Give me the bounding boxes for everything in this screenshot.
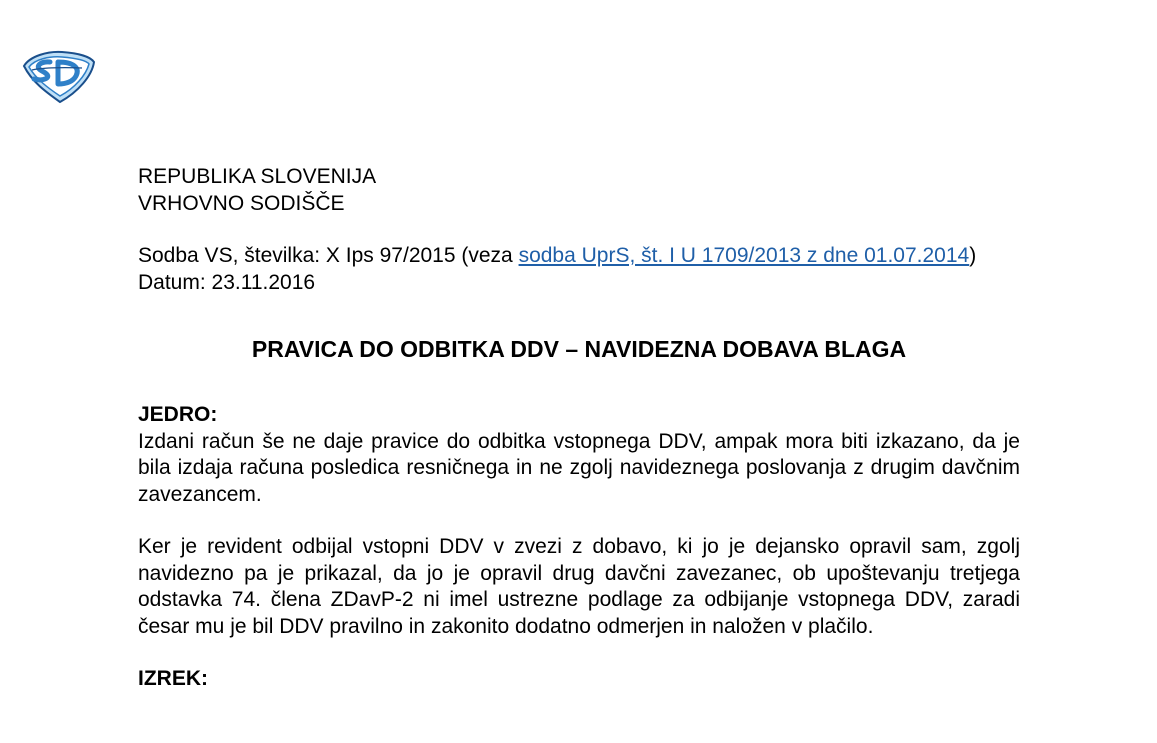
jedro-paragraph-1: Izdani račun še ne daje pravice do odbitka vstopnega DDV, ampak mora biti izkazano, da je bila izdaja računa posledica resničnega in ne zgolj navideznega poslovanja z drugim davčnim zavezancem. [138,429,1020,506]
izrek-heading: IZREK: [138,667,208,690]
related-case-link[interactable]: sodba UprS, št. I U 1709/2013 z dne 01.07.2014 [518,244,970,267]
judgment-date: Datum: 23.11.2016 [138,270,316,294]
case-number: Sodba VS, številka: X Ips 97/2015 (veza [138,244,519,267]
jedro-paragraph-2: Ker je revident odbijal vstopni DDV v zvezi z dobavo, ki jo je dejansko opravil sam, zgolj navidezno pa je prikazal, da jo je opravil drug davčni zavezanec, ob upoštevanju tretjega odstavka 74. člena ZDavP-2 ni imel ustrezne podlage za odbijanje vstopnega DDV, zaradi česar mu je bil DDV pravilno in zakonito dodatno odmerjen in naložen v plačilo. [138,535,1020,638]
document-title: PRAVICA DO ODBITKA DDV – NAVIDEZNA DOBAVA BLAGA [251,336,907,362]
country-name: REPUBLIKA SLOVENIJA [138,165,377,188]
document-page [138,164,1020,693]
case-reference [138,243,1020,270]
court-header [138,164,1020,217]
jedro-heading: JEDRO: [138,403,218,426]
case-reference-close: ) [969,244,977,267]
court-shield-logo-icon [20,48,96,104]
court-name: VRHOVNO SODIŠČE [138,191,345,215]
